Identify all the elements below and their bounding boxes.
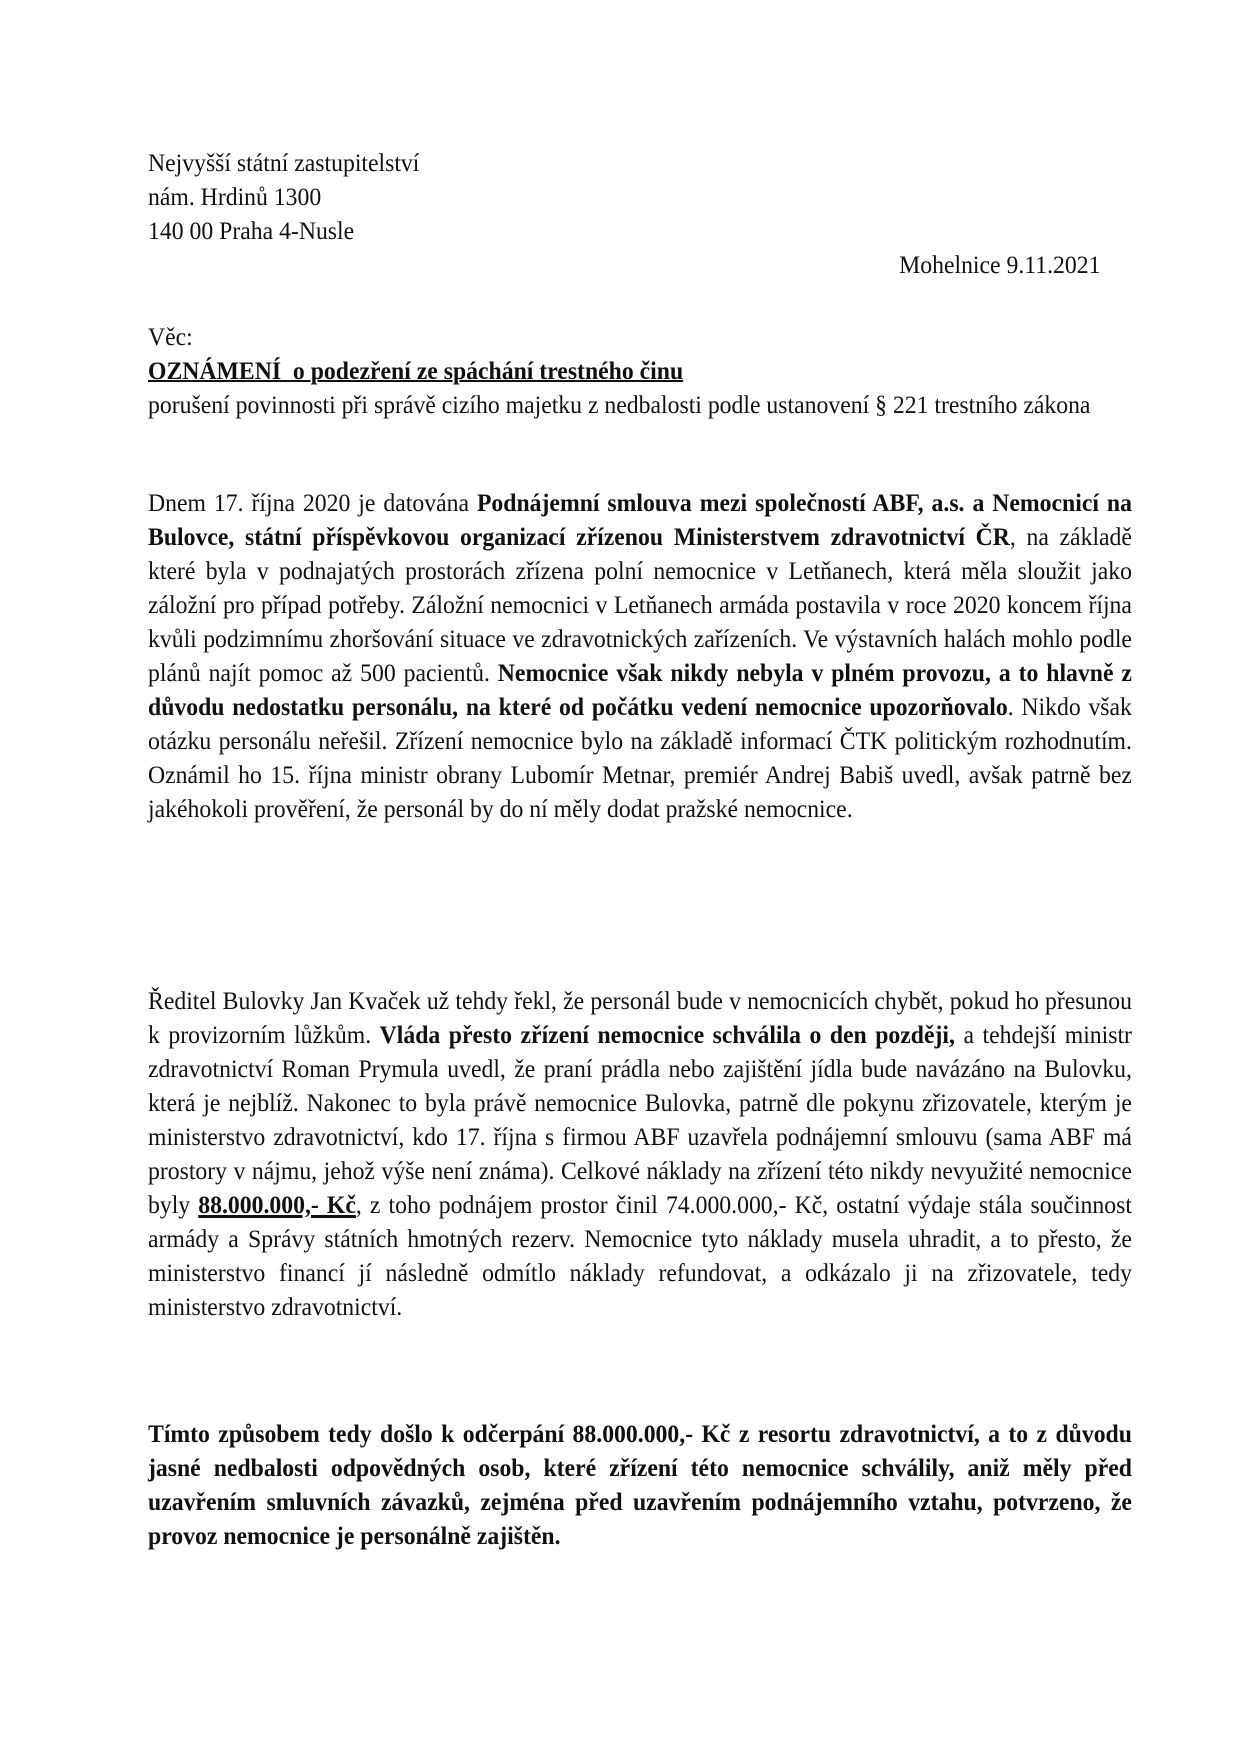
paragraph-1-bold-1: Podnájemní smlouva mezi společností ABF, a.s. a Nemocnicí na Bulovce, státní příspěvkovou organizací zřízenou Ministerstvem zdravotnictví ČR [148,488,1132,551]
paragraph-2-text-1: Ředitel Bulovky Jan Kvaček už tehdy řekl, že personál bude v nemocnicích chybět, pokud ho přesunou k provizorním lůžkům. [148,986,1132,1049]
place-date: Mohelnice 9.11.2021 [898,250,1100,279]
recipient-address [148,146,1132,248]
paragraph-2-text-3: , z toho podnájem prostor činil 74.000.000,- Kč, ostatní výdaje stála součinnost armády a Správy státních hmotných rezerv. Nemocnice tyto náklady musela uhradit, a to přesto, že ministerstvo financí jí následně odmítlo náklady refundovat, a odkázalo ji na zřizovatele, tedy ministerstvo zdravotnictví. [148,1190,1132,1321]
paragraph-2 [148,984,1132,1324]
paragraph-2-bold-1: Vláda přesto zřízení nemocnice schválila o den později, [379,1020,955,1049]
subject-block [148,320,1132,422]
subject-description: porušení povinnosti při správě cizího majetku z nedbalosti podle ustanovení § 221 trestního zákona [148,390,1091,419]
paragraph-2-text-2: a tehdejší ministr zdravotnictví Roman Prymula uvedl, že praní prádla nebo zajištění jídla bude navázáno na Bulovku, která je nejblíž. Nakonec to byla právě nemocnice Bulovka, patrně dle pokynu zřizovatele, kterým je ministerstvo zdravotnictví, kdo 17. října s firmou ABF uzavřela podnájemní smlouvu (sama ABF má prostory v nájmu, jehož výše není známa). Celkové náklady na zřízení této nikdy nevyužité nemocnice byly [148,1020,1132,1219]
subject-label: Věc: [148,322,193,351]
subject-title: OZNÁMENÍ o podezření ze spáchání trestného činu [148,356,684,385]
recipient-city: 140 00 Praha 4-Nusle [148,216,355,245]
paragraph-1-bold-2: Nemocnice však nikdy nebyla v plném provozu, a to hlavně z důvodu nedostatku personálu, na které od počátku vedení nemocnice upozorňovalo [148,658,1132,721]
total-cost-amount: 88.000.000,- Kč [198,1190,356,1219]
recipient-street: nám. Hrdinů 1300 [148,182,322,211]
paragraph-1-text-1: Dnem 17. října 2020 je datována [148,488,477,517]
paragraph-1-text-3: . Nikdo však otázku personálu neřešil. Zřízení nemocnice bylo na základě informací ČTK politickým rozhodnutím. Oznámil ho 15. října ministr obrany Lubomír Metnar, premiér Andrej Babiš uvedl, avšak patrně bez jakéhokoli prověření, že personál by do ní měly dodat pražské nemocnice. [148,692,1132,823]
paragraph-1 [148,486,1132,826]
recipient-name: Nejvyšší státní zastupitelství [148,148,420,177]
paragraph-3-conclusion: Tímto způsobem tedy došlo k odčerpání 88.000.000,- Kč z resortu zdravotnictví, a to z důvodu jasné nedbalosti odpovědných osob, které zřízení této nemocnice schválily, aniž měly před uzavřením smluvních závazků, zejména před uzavřením podnájemního vztahu, potvrzeno, že provoz nemocnice je personálně zajištěn. [148,1419,1132,1550]
paragraph-1-text-2: , na základě které byla v podnajatých prostorách zřízena polní nemocnice v Letňanech, která měla sloužit jako záložní pro případ potřeby. Záložní nemocnici v Letňanech armáda postavila v roce 2020 koncem října kvůli podzimnímu zhoršování situace ve zdravotnických zařízeních. Ve výstavních halách mohlo podle plánů najít pomoc až 500 pacientů. [148,522,1132,687]
